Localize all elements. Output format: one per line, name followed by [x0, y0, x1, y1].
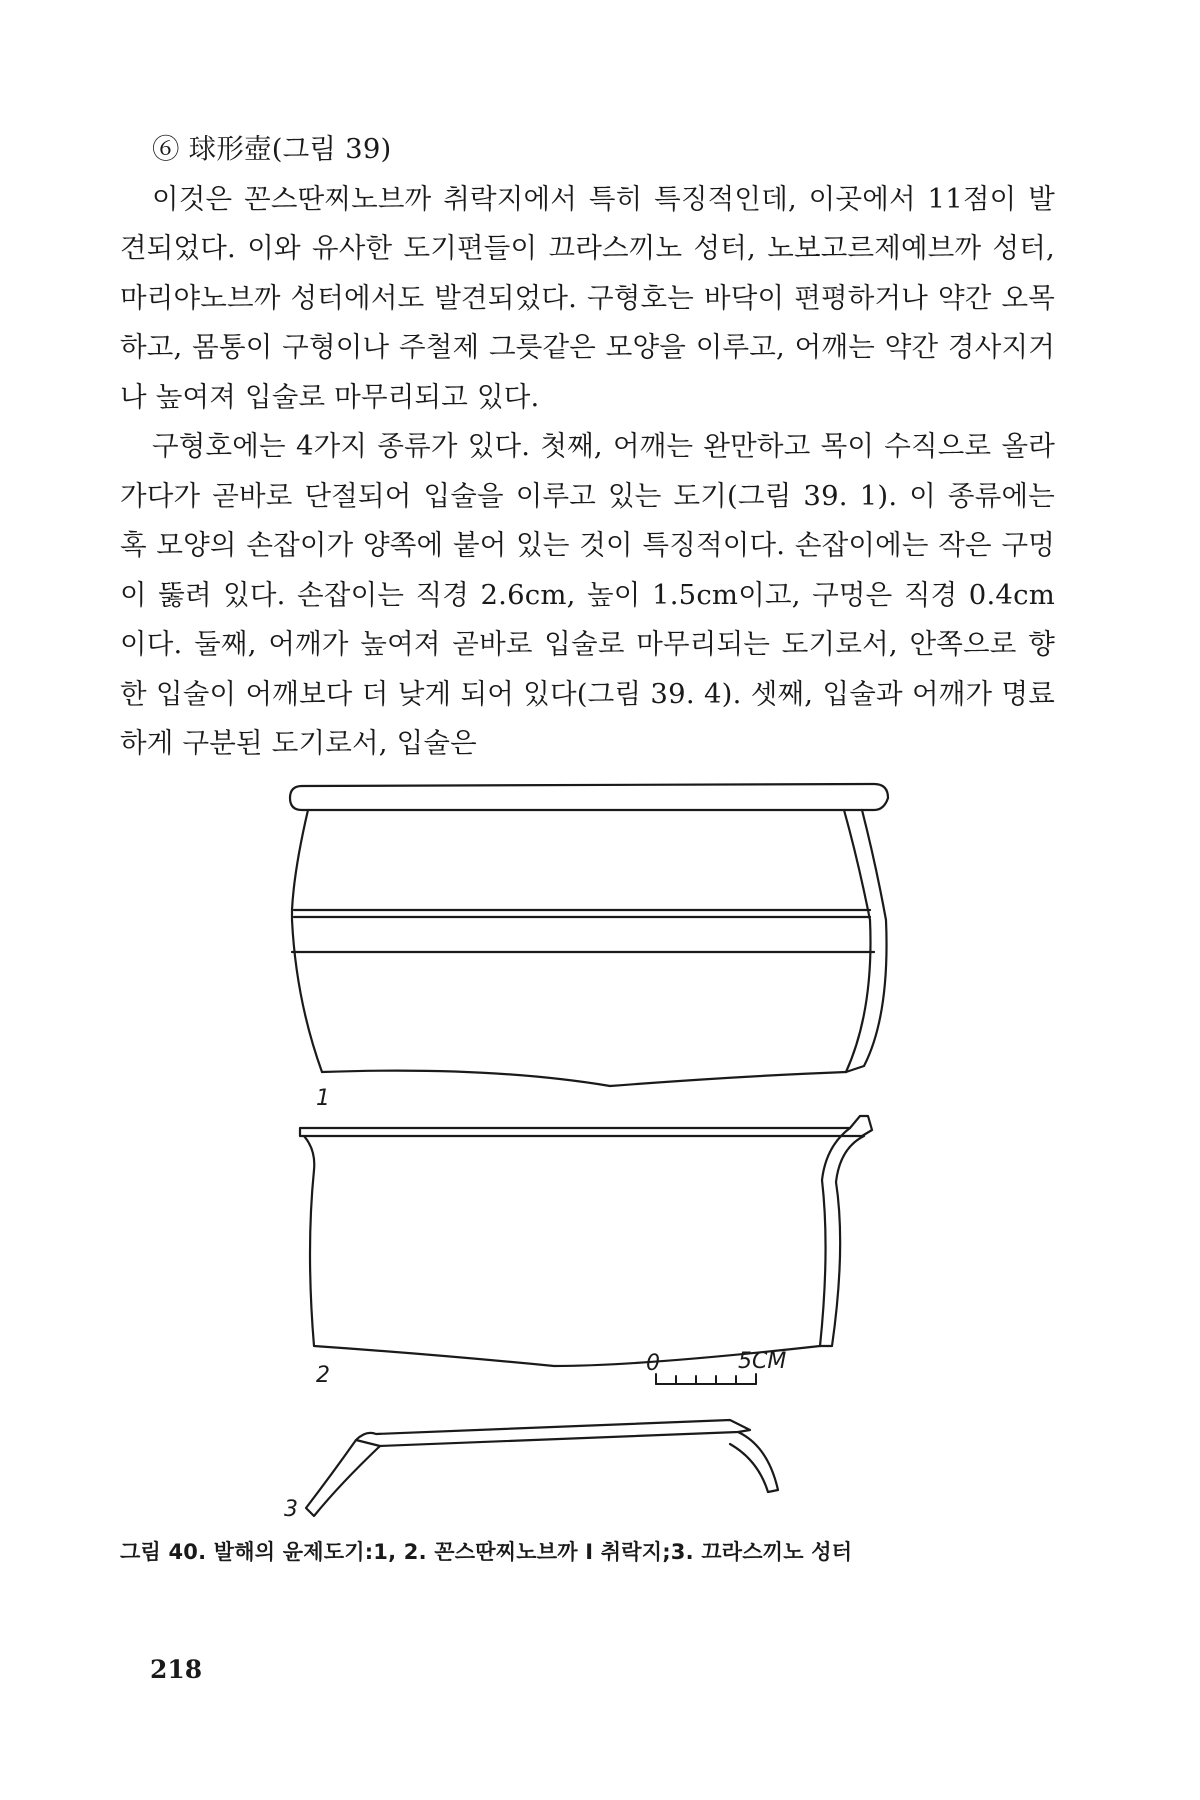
vessel-2-drawing — [300, 1116, 872, 1366]
pottery-figure — [280, 770, 920, 1540]
body-text — [120, 125, 1055, 769]
scale-bar — [656, 1374, 756, 1384]
scale-zero-label: 0 — [646, 1351, 660, 1376]
paragraph: 이것은 꼰스딴찌노브까 취락지에서 특히 특징적인데, 이곳에서 11점이 발견되었다. 이와 유사한 도기편들이 끄라스끼노 성터, 노보고르제예브까 성터, 마리야노브까 성터에서도 발견되었다. 구형호는 바닥이 편평하거나 약간 오목하고, 몸통이 구형이나 주철제 그릇같은 모양을 이루고, 어깨는 약간 경사지거나 높여져 입술로 마무리되고 있다. — [120, 182, 1055, 413]
vessel-1-drawing — [290, 784, 888, 1086]
figure-label-2: 2 — [316, 1363, 330, 1388]
pottery-drawing — [280, 770, 920, 1540]
figure-label-3: 3 — [284, 1497, 298, 1522]
section-heading: ⑥ 球形壺(그림 39) — [152, 133, 392, 165]
paragraph: 구형호에는 4가지 종류가 있다. 첫째, 어깨는 완만하고 목이 수직으로 올라가다가 곧바로 단절되어 입술을 이루고 있는 도기(그림 39. 1). 이 종류에는 혹 모양의 손잡이가 양쪽에 붙어 있는 것이 특징적이다. 손잡이에는 작은 구멍이 뚫려 있다. 손잡이는 직경 2.6cm, 높이 1.5cm이고, 구멍은 직경 0.4cm이다. 둘째, 어깨가 높여져 곧바로 입술로 마무리되는 도기로서, 안쪽으로 향한 입술이 어깨보다 더 낮게 되어 있다(그림 39. 4). 셋째, 입술과 어깨가 명료하게 구분된 도기로서, 입술은 — [120, 430, 1055, 759]
scale-max-label: 5CM — [738, 1349, 787, 1374]
vessel-3-drawing — [306, 1420, 778, 1516]
page-number: 218 — [150, 1655, 203, 1684]
figure-label-1: 1 — [316, 1086, 330, 1111]
figure-caption: 그림 40. 발해의 윤제도기:1, 2. 꼰스딴찌노브까 I 취락지;3. 끄라스끼노 성터 — [120, 1540, 853, 1564]
